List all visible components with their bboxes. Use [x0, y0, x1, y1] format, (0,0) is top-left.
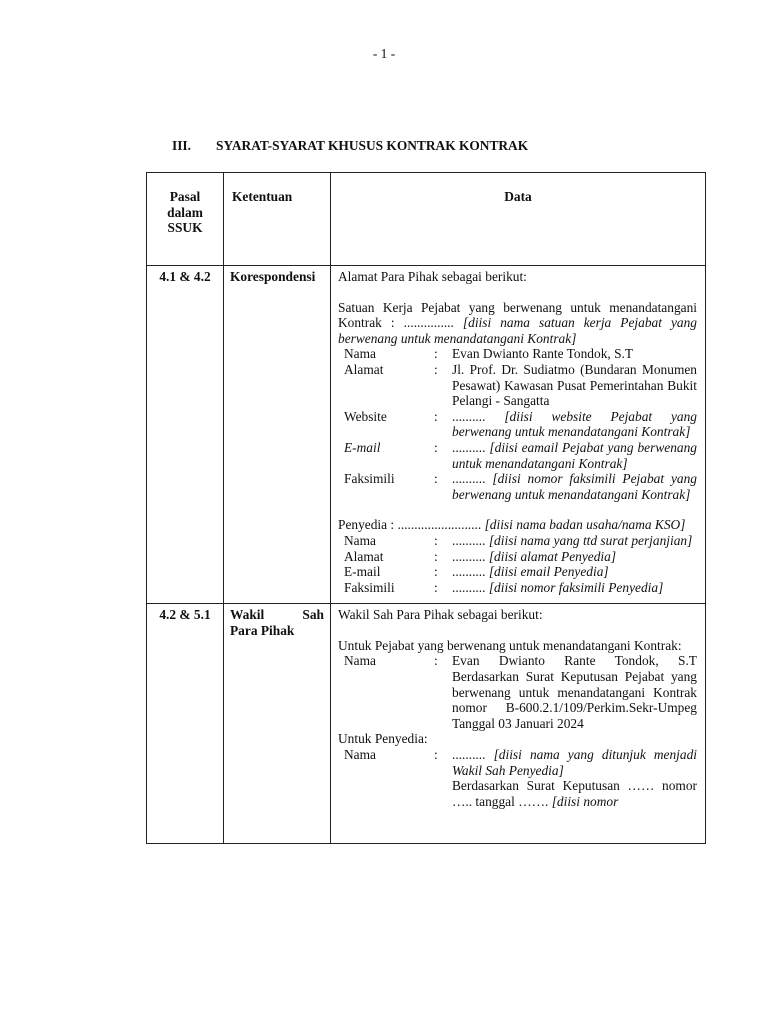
data-intro: Alamat Para Pihak sebagai berikut:	[338, 269, 527, 284]
pejabat-email-row: E-mail : .......... [diisi eamail Pejabat yang berwenang untuk menandatangani Kontrak]	[344, 439, 697, 471]
satker-paragraph: Satuan Kerja Pejabat yang berwenang untuk menandatangani Kontrak : ............... [diisi nama satuan kerja Pejabat yang berwenang untuk menandatangani Kontrak]	[338, 299, 697, 346]
pejabat-heading: Untuk Pejabat yang berwenang untuk menandatangani Kontrak:	[338, 637, 682, 653]
data-cell-wakil-sah	[331, 604, 706, 844]
section-title-text: SYARAT-SYARAT KHUSUS KONTRAK KONTRAK	[216, 138, 529, 153]
wakil-penyedia-nama-row: Nama : .......... [diisi nama yang ditunjuk menjadi Wakil Sah Penyedia]	[344, 747, 697, 778]
data-cell-korespondensi	[331, 266, 706, 604]
page-number: - 1 -	[372, 46, 396, 61]
penyedia-nama-row: Nama : .......... [diisi nama yang ttd surat perjanjian]	[344, 532, 693, 548]
penyedia-email-row: E-mail : .......... [diisi email Penyedia]	[344, 564, 609, 580]
header-data: Data	[331, 173, 706, 266]
penyedia-alamat-row: Alamat : .......... [diisi alamat Penyedia]	[344, 548, 617, 564]
penyedia-heading: Untuk Penyedia:	[338, 731, 428, 747]
data-intro: Wakil Sah Para Pihak sebagai berikut:	[338, 607, 543, 623]
section-number: III.	[172, 138, 191, 153]
table-row	[147, 266, 706, 604]
table-header-row	[147, 173, 706, 266]
penyedia-fax-row: Faksimili : .......... [diisi nomor faksimili Penyedia]	[344, 579, 664, 595]
pasal-cell: 4.1 & 4.2	[147, 266, 224, 604]
pejabat-alamat-row: Alamat : Jl. Prof. Dr. Sudiatmo (Bundaran Monumen Pesawat) Kawasan Pusat Pemerintahan Bukit Pelangi - Sangatta	[344, 361, 697, 409]
section-title	[172, 138, 528, 154]
pejabat-fax-row: Faksimili : .......... [diisi nomor faksimili Pejabat yang berwenang untuk menandatangani Kontrak]	[344, 471, 698, 502]
pejabat-nama-row: Nama : Evan Dwianto Rante Tondok, S.T	[344, 346, 634, 362]
penyedia-paragraph: Penyedia : ......................... [diisi nama badan usaha/nama KSO]	[338, 517, 686, 533]
wakil-pejabat-nama-row: Nama : Evan Dwianto Rante Tondok, S.T Berdasarkan Surat Keputusan Pejabat yang berwenang untuk menandatangani Kontrak nomor B-600.2.1/109/Perkim.Sekr-Umpeg Tanggal 03 Januari 2024	[344, 653, 697, 731]
header-pasal: Pasal dalam SSUK	[147, 173, 224, 266]
table-row	[147, 604, 706, 844]
ketentuan-cell: Korespondensi	[224, 266, 331, 604]
ssuk-table	[146, 172, 706, 844]
wakil-penyedia-sk-row: Berdasarkan Surat Keputusan …… nomor ….. tanggal ……. [diisi nomor	[452, 778, 697, 809]
ketentuan-cell: Wakil Sah Para Pihak	[224, 604, 331, 844]
header-ketentuan: Ketentuan	[224, 173, 331, 266]
pasal-cell: 4.2 & 5.1	[147, 604, 224, 844]
pejabat-website-row: Website : .......... [diisi website Pejabat yang berwenang untuk menandatangani Kontrak]	[344, 408, 697, 440]
